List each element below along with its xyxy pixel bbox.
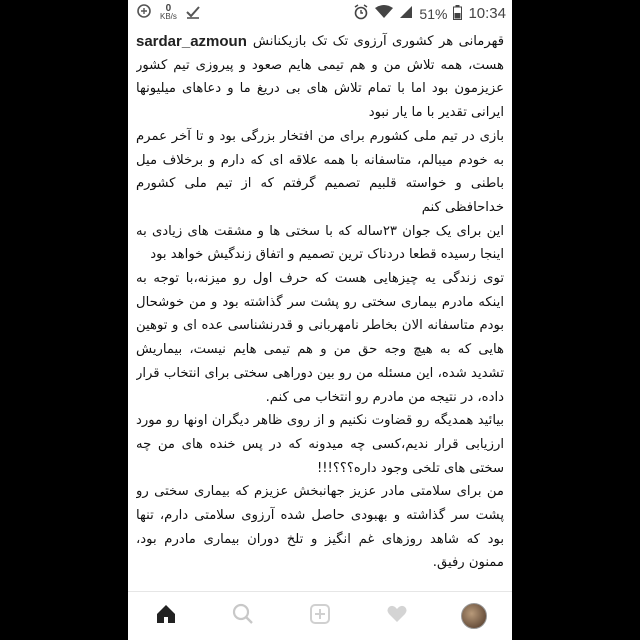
activity-button[interactable] — [377, 596, 417, 636]
signal-icon — [399, 5, 413, 22]
caption-paragraph: بازی در تیم ملی کشورم برای من افتخار بزرگی بود و تا آخر عمرم به خودم میبالم، متاسفانه با همه علاقه ای که دارم و برخلاف میل باطنی و خواسته قلبیم تصمیم گرفتم که از تیم ملی کشورم خداحافظی کنم — [136, 128, 504, 215]
battery-percent: 51% — [419, 5, 448, 22]
profile-button[interactable] — [454, 596, 494, 636]
caption-paragraph: بیائید همدیگه رو قضاوت نکنیم و از روی ظاهر دیگران اونها رو مورد ارزیابی قرار ندیم،کسی چه میدونه که در پس خنده های من چه سختی های تلخی وجود داره؟؟؟!!! — [136, 413, 504, 476]
alarm-icon — [353, 4, 369, 23]
phone-screen — [128, 0, 512, 640]
profile-avatar — [461, 603, 487, 629]
caption-paragraph: من برای سلامتی مادر عزیز جهانبخش عزیزم که بیماری سختی رو پشت سر گذاشته و بهبودی حاصل شده آرزوی سلامتی دارم، تنها بود که شاهد روزهای غم انگیز و تلخ دوران بیماری مادرم بود، ممنون رفیق. — [136, 484, 504, 571]
notification-icon — [136, 3, 152, 22]
net-speed-value: 0 — [165, 2, 172, 14]
clock: 10:34 — [468, 5, 506, 22]
add-post-icon — [309, 603, 331, 629]
add-post-button[interactable] — [300, 596, 340, 636]
network-speed — [160, 2, 177, 21]
bottom-nav — [128, 591, 512, 640]
home-icon — [155, 603, 177, 629]
search-icon — [232, 603, 254, 629]
net-speed-unit: KB/s — [160, 11, 177, 21]
battery-icon — [453, 5, 462, 23]
wifi-icon — [375, 5, 393, 22]
search-button[interactable] — [223, 596, 263, 636]
home-button[interactable] — [146, 596, 186, 636]
check-icon — [185, 3, 201, 22]
caption-paragraph: قهرمانی هر کشوری آرزوی تک تک بازیکنانش هست، همه تلاش من و هم تیمی هایم صعود و پیروزی تیم کشور عزیزمون بود اما با تمام تلاش های بی دریغ ما و دعاهای میلیونها ایرانی تقدیر با ما یار نبود — [136, 34, 504, 121]
post-caption — [136, 30, 504, 596]
activity-icon — [386, 603, 408, 629]
status-bar — [128, 0, 512, 26]
caption-paragraph: توی زندگی یه چیزهایی هست که حرف اول رو میزنه،با توجه به اینکه مادرم بیماری سختی رو پشت سر گذاشته بود و من خوشحال بودم متاسفانه الان بخاطر نامهربانی و قدرنشناسی عده ای و توهین هایی که به هیچ وجه حق من و هم تیمی هایم نیست، بیماریش تشدید شده، این مسئله من رو بین دوراهی سختی برای انتخاب قرار داده، در نتیجه من مادرم رو انتخاب می کنم. — [136, 271, 504, 405]
username-link[interactable]: sardar_azmoun — [136, 33, 247, 50]
caption-paragraph: این برای یک جوان ۲۳ساله که با سختی ها و مشقت های زیادی به اینجا رسیده قطعا دردناک ترین تصمیم و اتفاق زندگیش خواهد بود — [136, 223, 504, 263]
